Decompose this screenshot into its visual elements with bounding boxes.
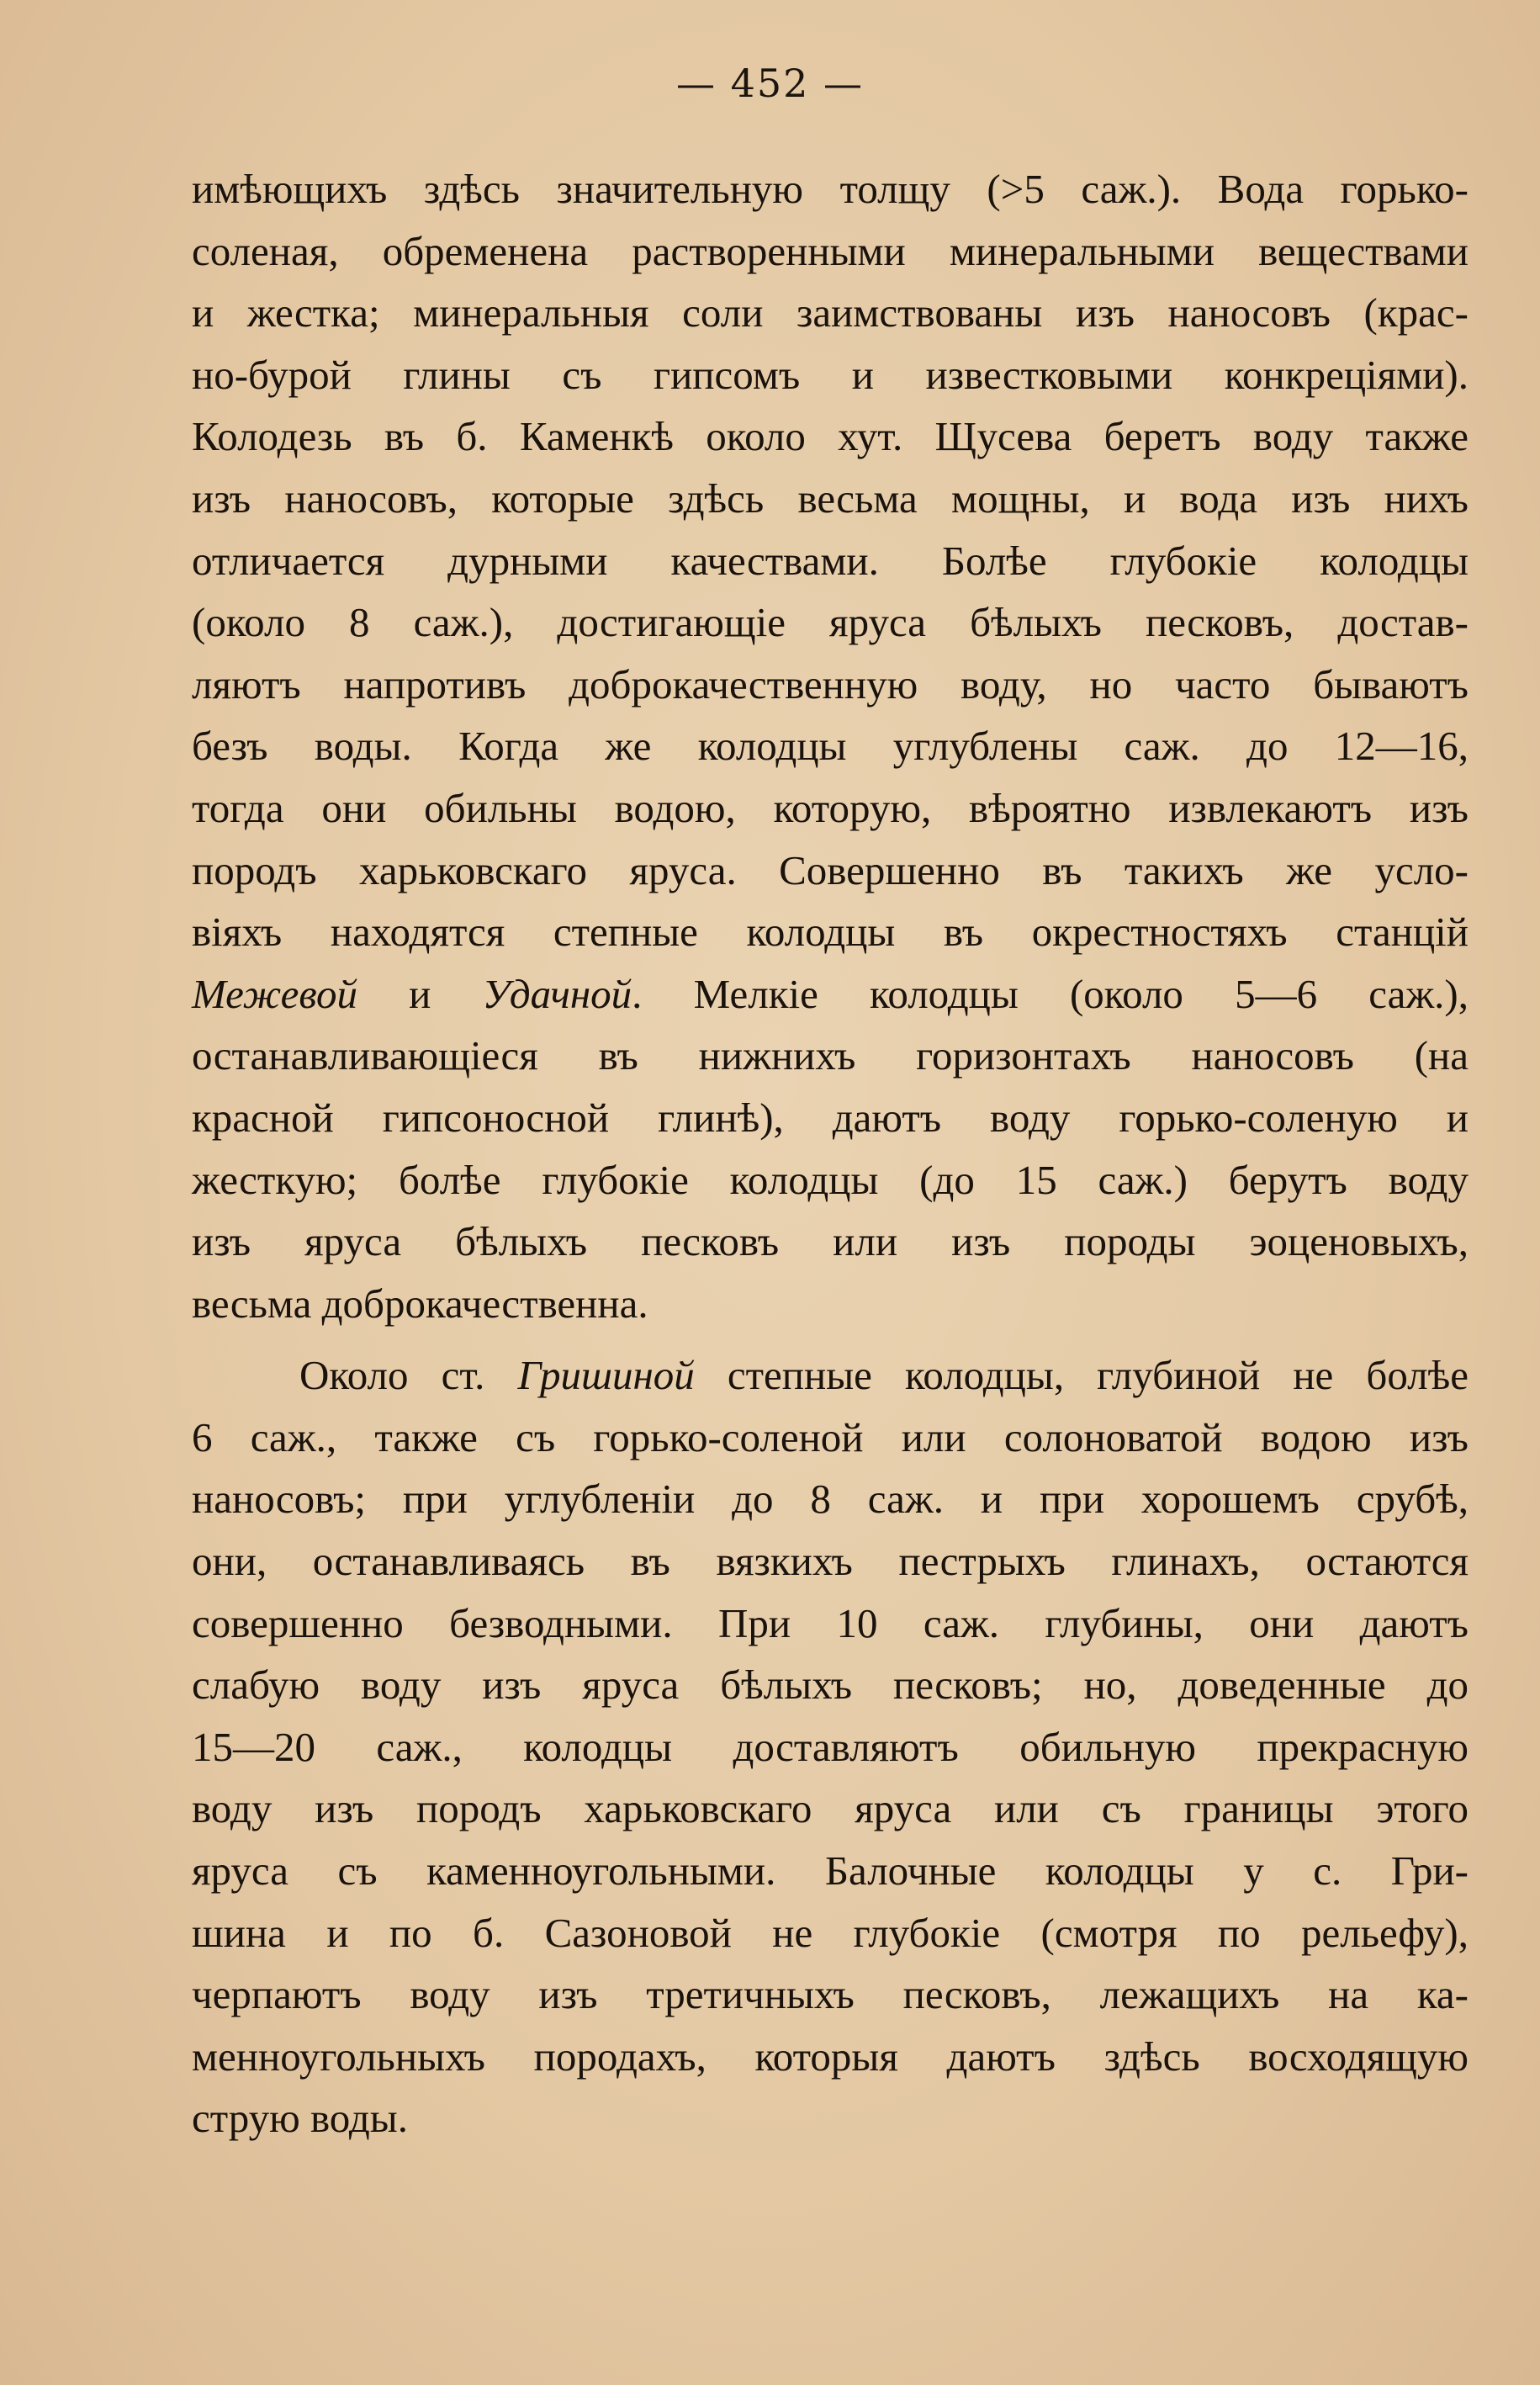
text-line — [192, 1344, 1469, 1407]
text-line: соленая, обременена растворенными минеральными веществами — [192, 227, 1469, 274]
text-line: но-бурой глины съ гипсомъ и известковыми конкреціями). — [192, 351, 1469, 398]
text-line: весьма доброкачественна. — [192, 1280, 648, 1327]
text-line: останавливающіеся въ нижнихъ горизонтахъ наносовъ (на — [192, 1032, 1469, 1079]
text-line: ляютъ напротивъ доброкачественную воду, но часто бываютъ — [192, 660, 1469, 708]
paragraph — [192, 1344, 1469, 2149]
text-line: черпаютъ воду изъ третичныхъ песковъ, лежащихъ на ка- — [192, 1971, 1469, 2018]
text-line: (около 8 саж.), достигающіе яруса бѣлыхъ песковъ, достав- — [192, 599, 1469, 646]
text-line: и жестка; минеральныя соли заимствованы изъ наносовъ (крас- — [192, 289, 1469, 337]
text-line: красной гипсоносной глинѣ), даютъ воду горько-соленую и — [192, 1094, 1469, 1141]
paragraph-gap — [192, 1334, 1469, 1344]
text-line: 6 саж., также съ горько-соленой или солоноватой водою изъ — [192, 1413, 1469, 1460]
text-line: струю воды. — [192, 2095, 408, 2142]
italic-station-name: Удачной — [482, 970, 632, 1017]
paragraph — [192, 158, 1469, 1334]
text-line: менноугольныхъ породахъ, которыя даютъ здѣсь восходящую — [192, 2033, 1469, 2080]
text-line: изъ наносовъ, которые здѣсь весьма мощны, и вода изъ нихъ — [192, 474, 1469, 522]
text-line: отличается дурными качествами. Болѣе глубокіе колодцы — [192, 537, 1469, 584]
text-line: безъ воды. Когда же колодцы углублены саж. до 12—16, — [192, 723, 1469, 770]
text-line: совершенно безводными. При 10 саж. глубины, они даютъ — [192, 1599, 1469, 1646]
text-line: наносовъ; при углубленіи до 8 саж. и при хорошемъ срубѣ, — [192, 1476, 1469, 1523]
text-fragment: Около ст. — [299, 1352, 518, 1399]
text-line: имѣющихъ здѣсь значительную толщу (>5 саж.). Вода горько- — [192, 166, 1469, 212]
text-fragment: степные колодцы, глубиной не болѣе — [694, 1352, 1469, 1399]
text-fragment: . Мелкіе колодцы (около 5—6 саж.), — [632, 970, 1469, 1017]
text-line: породъ харьковскаго яруса. Совершенно въ такихъ же усло- — [192, 846, 1469, 893]
text-line: яруса съ каменноугольными. Балочные колодцы у с. Гри- — [192, 1847, 1469, 1895]
text-line: жесткую; болѣе глубокіе колодцы (до 15 саж.) берутъ воду — [192, 1156, 1469, 1203]
text-line: воду изъ породъ харьковскаго яруса или съ границы этого — [192, 1785, 1469, 1832]
text-line: тогда они обильны водою, которую, вѣроятно извлекаютъ изъ — [192, 784, 1469, 831]
italic-station-name: Межевой — [192, 970, 357, 1017]
text-line: слабую воду изъ яруса бѣлыхъ песковъ; но, доведенные до — [192, 1662, 1469, 1709]
text-line — [192, 963, 1469, 1026]
text-line: изъ яруса бѣлыхъ песковъ или изъ породы эоценовыхъ, — [192, 1218, 1469, 1265]
text-line: шина и по б. Сазоновой не глубокіе (смотря по рельефу), — [192, 1909, 1469, 1956]
text-line: они, останавливаясь въ вязкихъ пестрыхъ глинахъ, остаются — [192, 1538, 1469, 1585]
text-line: Колодезь въ б. Каменкѣ около хут. Щусева беретъ воду также — [192, 413, 1469, 460]
text-line: 15—20 саж., колодцы доставляютъ обильную прекрасную — [192, 1723, 1469, 1770]
text-line: віяхъ находятся степные колодцы въ окрестностяхъ станцій — [192, 909, 1469, 956]
body-text — [192, 158, 1469, 2149]
italic-station-name: Гришиной — [517, 1352, 695, 1399]
page-number: — 452 — — [675, 61, 865, 106]
text-fragment: и — [357, 970, 483, 1017]
